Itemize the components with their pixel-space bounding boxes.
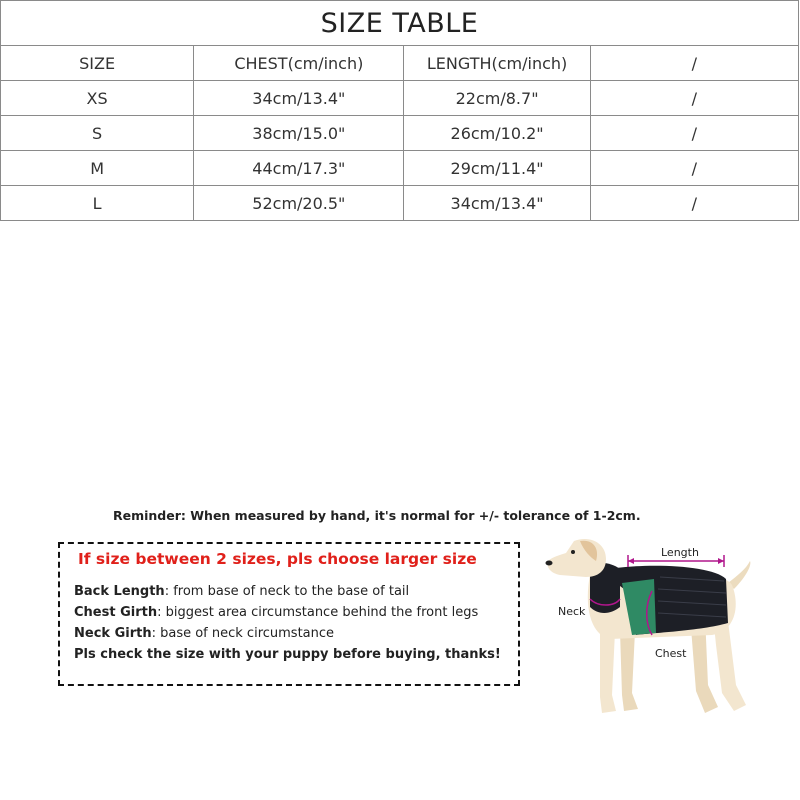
size-cell: M [1, 151, 194, 186]
chest-cell: 34cm/13.4" [194, 81, 404, 116]
size-cell: XS [1, 81, 194, 116]
chest-cell: 44cm/17.3" [194, 151, 404, 186]
table-row [1, 116, 799, 151]
larger-size-headline: If size between 2 sizes, pls choose larger size [78, 550, 477, 568]
check-size-note: Pls check the size with your puppy before buying, thanks! [74, 647, 501, 662]
size-table [0, 0, 799, 221]
size-cell: S [1, 116, 194, 151]
length-cell: 22cm/8.7" [404, 81, 590, 116]
table-row [1, 186, 799, 221]
dog-front-leg [620, 631, 638, 711]
chest-cell: 52cm/20.5" [194, 186, 404, 221]
header-size: SIZE [1, 46, 194, 81]
dog-head [548, 539, 607, 577]
chest-cell: 38cm/15.0" [194, 116, 404, 151]
neck-girth-text: : base of neck circumstance [151, 626, 335, 641]
table-header-row [1, 46, 799, 81]
neck-girth-label: Neck Girth [74, 626, 152, 641]
header-extra: / [590, 46, 798, 81]
length-cell: 26cm/10.2" [404, 116, 590, 151]
dog-nose [546, 561, 553, 566]
length-cell: 34cm/13.4" [404, 186, 590, 221]
dog-front-leg [600, 631, 616, 713]
sizing-note-box [58, 542, 520, 686]
table-row [1, 81, 799, 116]
length-label: Length [661, 546, 699, 559]
chest-label: Chest [655, 647, 687, 660]
back-length-label: Back Length [74, 584, 165, 599]
extra-cell: / [590, 116, 798, 151]
extra-cell: / [590, 186, 798, 221]
length-cell: 29cm/11.4" [404, 151, 590, 186]
header-chest: CHEST(cm/inch) [194, 46, 404, 81]
chest-girth-line [74, 605, 478, 620]
tolerance-reminder: Reminder: When measured by hand, it's normal for +/- tolerance of 1-2cm. [113, 508, 641, 523]
extra-cell: / [590, 81, 798, 116]
back-length-line [74, 584, 409, 599]
dog-eye [571, 550, 575, 554]
table-title: SIZE TABLE [1, 1, 799, 46]
back-length-text: : from base of neck to the base of tail [164, 584, 410, 599]
size-cell: L [1, 186, 194, 221]
header-length: LENGTH(cm/inch) [404, 46, 590, 81]
table-row [1, 151, 799, 186]
neck-girth-line [74, 626, 334, 641]
chest-girth-text: : biggest area circumstance behind the front legs [157, 605, 479, 620]
chest-girth-label: Chest Girth [74, 605, 158, 620]
extra-cell: / [590, 151, 798, 186]
dog-measurement-diagram [540, 535, 780, 725]
neck-label: Neck [558, 605, 586, 618]
